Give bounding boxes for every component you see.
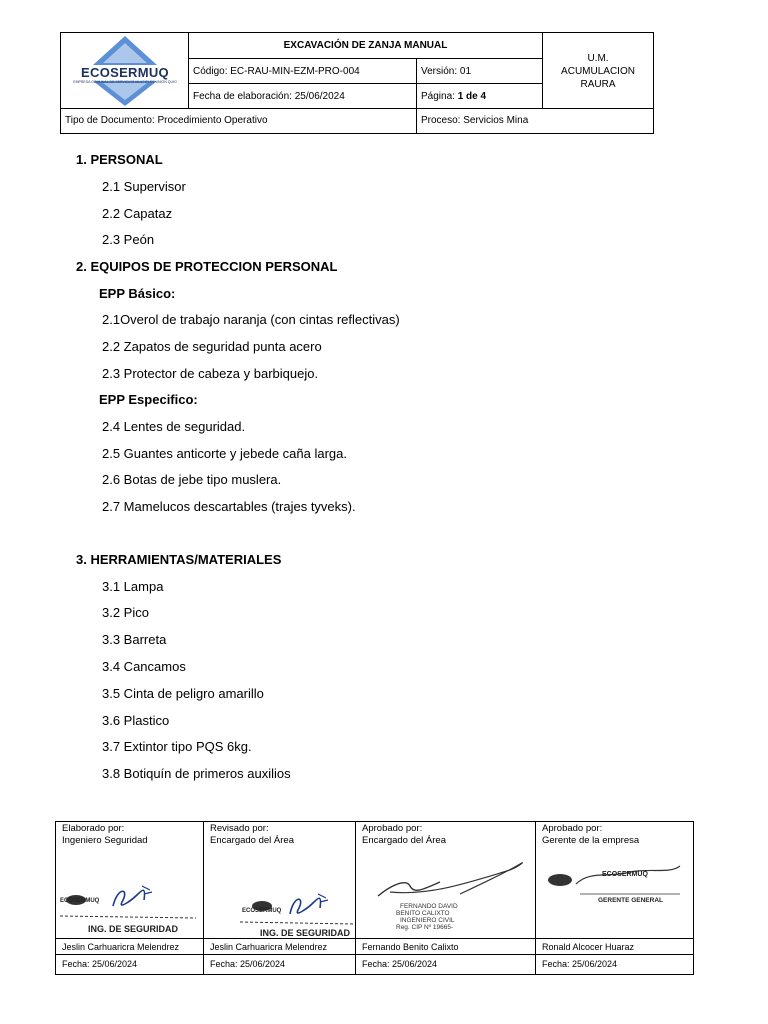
signature-table [55,821,694,975]
unit-line-3: RAURA [580,79,616,90]
signature-date: Fecha: 25/06/2024 [542,959,618,969]
epp-basic-heading: EPP Básico: [99,286,176,301]
stamp-line: INGENIERO CIVIL [400,917,455,924]
document-page [417,84,543,109]
document-header [60,32,654,134]
stamp-text: GERENTE GENERAL [598,897,664,904]
list-item: 2.2 Capataz [102,206,173,221]
stamp-logo-text: ECOSERMUQ [242,908,282,914]
stamp-text: ING. DE SEGURIDAD [88,924,179,934]
list-item: 2.2 Zapatos de seguridad punta acero [102,339,322,354]
stamp-line: FERNANDO DAVID [400,903,458,910]
signature-label: Aprobado por: [542,823,603,834]
signature-date: Fecha: 25/06/2024 [210,959,286,969]
list-item: 2.1 Supervisor [102,179,186,194]
list-item: 3.7 Extintor tipo PQS 6kg. [102,739,252,754]
list-item: 2.3 Peón [102,232,155,247]
unit-line-1: U.M. [587,53,609,64]
list-item: 3.6 Plastico [102,713,170,728]
list-item: 2.3 Protector de cabeza y barbiquejo. [102,366,319,381]
stamp-line: BENITO CALIXTO [396,910,450,917]
signature-date: Fecha: 25/06/2024 [362,959,438,969]
signer-name: Fernando Benito Calixto [356,938,535,955]
document-title: EXCAVACIÓN DE ZANJA MANUAL [189,33,543,59]
signer-name: Jeslin Carhuaricra Melendrez [56,938,203,955]
document-date: Fecha de elaboración: 25/06/2024 [189,84,417,109]
stamp-logo-text: ECOSERMUQ [602,871,648,878]
document-code: Código: EC-RAU-MIN-EZM-PRO-004 [189,59,417,84]
signature-stamp-icon [58,882,200,936]
signature-role [210,823,294,847]
signature-column-approved-area [356,822,536,974]
list-item: 2.5 Guantes anticorte y jebede caña larga. [102,446,347,461]
list-item: 2.7 Mamelucos descartables (trajes tyveks). [102,499,356,514]
signature-position: Encargado del Área [362,835,446,846]
section-tools-title: 3. HERRAMIENTAS/MATERIALES [76,552,282,567]
signature-label: Aprobado por: [362,823,423,834]
page-value: 1 de 4 [457,91,487,102]
signature-position: Gerente de la empresa [542,835,640,846]
signature-label: Elaborado por: [62,823,125,834]
signature-column-elaborated [56,822,204,974]
list-item: 3.1 Lampa [102,579,164,594]
unit-line-2: ACUMULACION [561,66,635,77]
signature-column-approved-manager [536,822,693,974]
signer-name: Ronald Alcocer Huaraz [536,938,693,955]
section-epp-title: 2. EQUIPOS DE PROTECCION PERSONAL [76,259,338,274]
logo-name: ECOSERMUQ [81,65,169,80]
list-item: 3.5 Cinta de peligro amarillo [102,686,264,701]
signature-role [362,823,446,847]
signature-label: Revisado por: [210,823,269,834]
list-item: 2.6 Botas de jebe tipo muslera. [102,472,282,487]
stamp-text: ING. DE SEGURIDAD [260,928,351,938]
signature-column-reviewed [204,822,356,974]
signature-role [542,823,639,847]
signature-stamp-icon [234,888,356,940]
signature-role [62,823,148,847]
signature-stamp-icon [540,862,690,908]
logo-cell [61,33,189,109]
list-item: 3.2 Pico [102,605,149,620]
signature-date: Fecha: 25/06/2024 [62,959,138,969]
list-item: 3.4 Cancamos [102,659,186,674]
section-personal-title: 1. PERSONAL [76,152,163,167]
logo-subtitle: EMPRESA COMUNAL DE SERVICIOS MULTIPLES UNIÓN QUIO [73,80,177,84]
stamp-logo-text: ECOSERMUQ [60,898,100,904]
list-item: 2.4 Lentes de seguridad. [102,419,246,434]
mining-unit [543,33,653,109]
epp-specific-heading: EPP Especifico: [99,392,198,407]
document-version: Versión: 01 [417,59,543,84]
signer-name: Jeslin Carhuaricra Melendrez [204,938,355,955]
company-logo [61,33,189,109]
list-item: 3.3 Barreta [102,632,167,647]
list-item: 2.1Overol de trabajo naranja (con cintas reflectivas) [102,312,400,327]
document-process: Proceso: Servicios Mina [421,115,529,126]
stamp-line: Reg. CIP Nº 19665- [396,924,454,931]
document-type: Tipo de Documento: Procedimiento Operativo [61,109,417,133]
list-item: 3.8 Botiquín de primeros auxilios [102,766,291,781]
page-label: Página: [421,91,458,102]
signature-stamp-icon [370,856,534,936]
signature-position: Ingeniero Seguridad [62,835,148,846]
signature-position: Encargado del Área [210,835,294,846]
